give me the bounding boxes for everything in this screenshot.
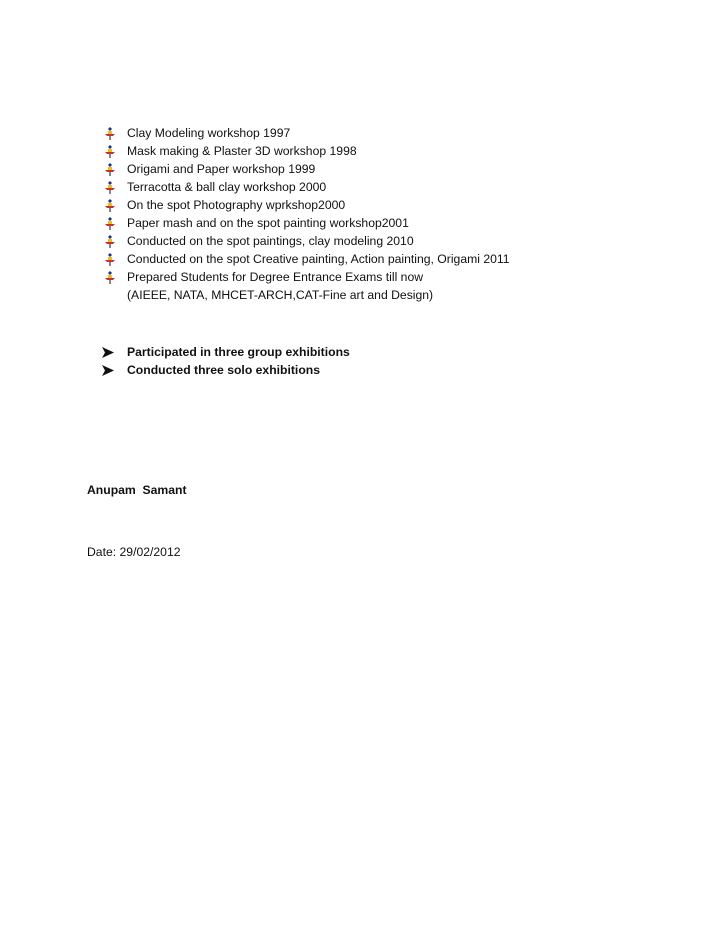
- pushpin-icon: [104, 235, 116, 248]
- pushpin-icon: [104, 217, 116, 230]
- list-item: [96, 268, 510, 304]
- list-item: [96, 178, 510, 196]
- achievement-label: Participated in three group exhibitions: [127, 345, 350, 359]
- signature-name: Anupam Samant: [87, 483, 187, 497]
- pushpin-icon: [104, 145, 116, 158]
- workshop-label: Clay Modeling workshop 1997: [127, 126, 291, 140]
- achievement-label: Conducted three solo exhibitions: [127, 363, 320, 377]
- list-item: [96, 142, 510, 160]
- list-item: [96, 214, 510, 232]
- list-item: [96, 124, 510, 142]
- workshop-label: On the spot Photography wprkshop2000: [127, 198, 346, 212]
- list-item: [96, 232, 510, 250]
- workshop-label: Conducted on the spot paintings, clay modeling 2010: [127, 234, 414, 248]
- list-item: [96, 250, 510, 268]
- arrow-right-icon: [102, 365, 114, 376]
- date-line: Date: 29/02/2012: [87, 545, 181, 559]
- list-item: [96, 160, 510, 178]
- workshop-label: Origami and Paper workshop 1999: [127, 162, 316, 176]
- workshop-list: [96, 124, 510, 304]
- arrow-right-icon: [102, 347, 114, 358]
- pushpin-icon: [104, 163, 116, 176]
- list-item: [96, 361, 350, 379]
- list-item: [96, 343, 350, 361]
- pushpin-icon: [104, 253, 116, 266]
- pushpin-icon: [104, 199, 116, 212]
- pushpin-icon: [104, 181, 116, 194]
- list-item: [96, 196, 510, 214]
- pushpin-icon: [104, 127, 116, 140]
- pushpin-icon: [104, 271, 116, 284]
- achievement-list: [96, 343, 350, 379]
- workshop-label-continuation: (AIEEE, NATA, MHCET-ARCH,CAT-Fine art and Design): [127, 288, 434, 302]
- workshop-label: Conducted on the spot Creative painting, Action painting, Origami 2011: [127, 252, 510, 266]
- workshop-label: Mask making & Plaster 3D workshop 1998: [127, 144, 357, 158]
- workshop-label: Paper mash and on the spot painting workshop2001: [127, 216, 409, 230]
- workshop-label: Prepared Students for Degree Entrance Exams till now: [127, 270, 424, 284]
- workshop-label: Terracotta & ball clay workshop 2000: [127, 180, 327, 194]
